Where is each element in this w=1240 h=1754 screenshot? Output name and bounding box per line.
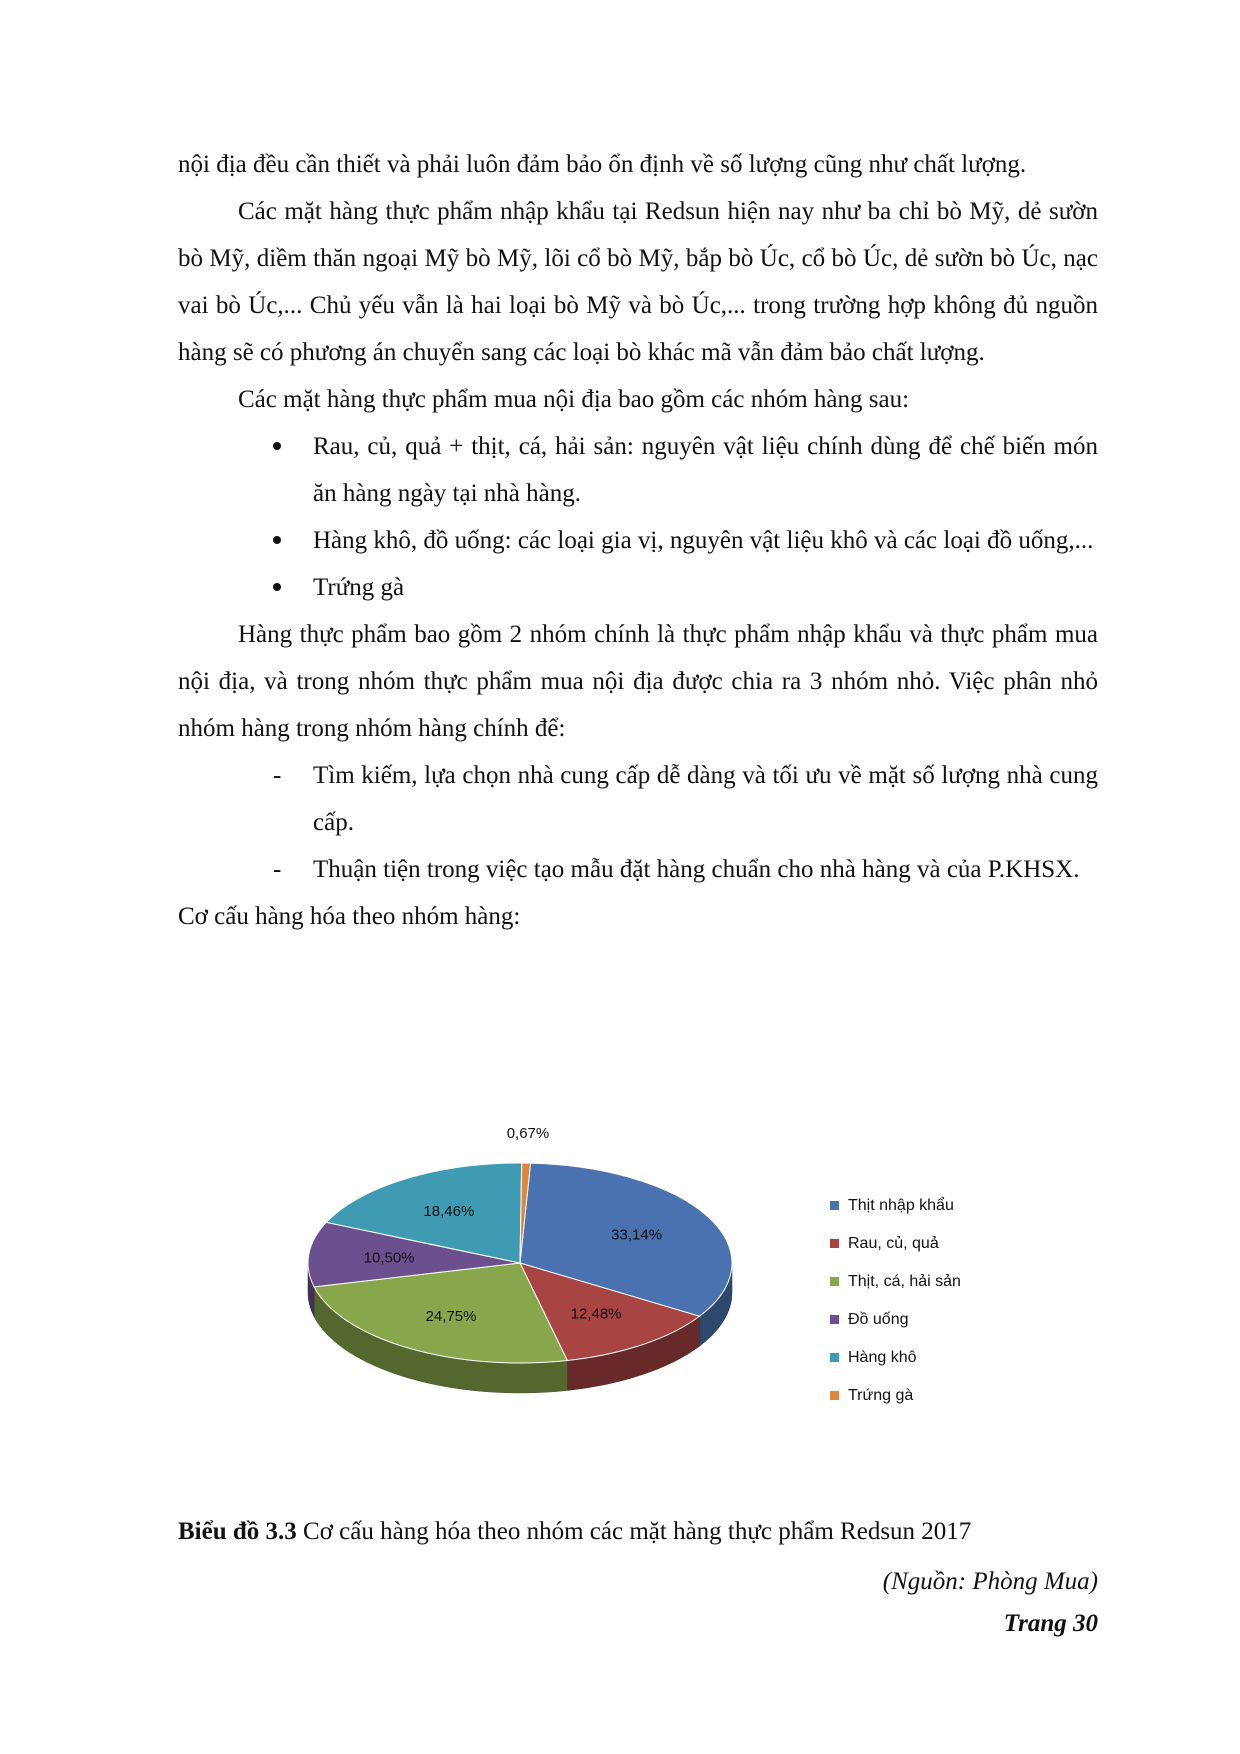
dash-item (178, 752, 1098, 846)
dash-text: Tìm kiếm, lựa chọn nhà cung cấp dễ dàng và tối ưu về mặt số lượng nhà cung cấp. (313, 762, 1098, 836)
legend-swatch (830, 1201, 839, 1210)
bullet-text: Hàng khô, đồ uống: các loại gia vị, nguyên vật liệu khô và các loại đồ uống,... (313, 527, 1094, 554)
legend-swatch (830, 1277, 839, 1286)
paragraph-2: Các mặt hàng thực phẩm nhập khẩu tại Redsun hiện nay như ba chỉ bò Mỹ, dẻ sườn bò Mỹ, diềm thăn ngoại Mỹ bò Mỹ, lõi cổ bò Mỹ, bắp bò Úc, cổ bò Úc, dẻ sườn bò Úc, nạc vai bò Úc,... Chủ yếu vẫn là hai loại bò Mỹ và bò Úc,... trong trường hợp không đủ nguồn hàng sẽ có phương án chuyển sang các loại bò khác mã vẫn đảm bảo chất lượng. (178, 198, 1098, 366)
caption-text: Cơ cấu hàng hóa theo nhóm các mặt hàng thực phẩm Redsun 2017 (296, 1518, 972, 1545)
pie-data-label: 10,50% (363, 1249, 415, 1267)
pie-data-label: 12,48% (570, 1305, 622, 1323)
legend-label: Hàng khô (848, 1349, 917, 1366)
bullet-item (178, 564, 1098, 611)
figure-caption (178, 1518, 971, 1546)
source-note: (Nguồn: Phòng Mua) (882, 1568, 1098, 1595)
paragraph-3: Các mặt hàng thực phẩm mua nội địa bao gồm các nhóm hàng sau: (238, 386, 910, 413)
legend-swatch (830, 1239, 839, 1248)
legend-swatch (830, 1391, 839, 1400)
legend-swatch (830, 1315, 839, 1324)
legend-label: Đồ uống (848, 1311, 909, 1328)
bullet-icon (273, 423, 281, 470)
bullet-text: Rau, củ, quả + thịt, cá, hải sản: nguyên vật liệu chính dùng để chế biến món ăn hàng ngày tại nhà hàng. (313, 433, 1098, 507)
legend-label: Thịt nhập khẩu (848, 1197, 954, 1214)
paragraph-5: Cơ cấu hàng hóa theo nhóm hàng: (178, 903, 521, 930)
page-number: Trang 30 (1003, 1610, 1098, 1637)
legend-label: Trứng gà (848, 1387, 914, 1404)
dash-marker: - (273, 762, 282, 789)
paragraph-4: Hàng thực phẩm bao gồm 2 nhóm chính là thực phẩm nhập khẩu và thực phẩm mua nội địa, và trong nhóm thực phẩm mua nội địa được chia ra 3 nhóm nhỏ. Việc phân nhỏ nhóm hàng trong nhóm hàng chính để: (178, 621, 1098, 742)
dash-text: Thuận tiện trong việc tạo mẫu đặt hàng chuẩn cho nhà hàng và của P.KHSX. (313, 856, 1080, 883)
pie-chart-svg (310, 1125, 1030, 1448)
bullet-icon (273, 517, 281, 564)
caption-label: Biểu đồ 3.3 (178, 1518, 297, 1545)
pie-data-label: 18,46% (423, 1202, 475, 1220)
dash-marker: - (273, 856, 282, 883)
pie-data-label: 0,67% (506, 1125, 550, 1143)
bullet-icon (273, 564, 281, 611)
pie-data-label: 24,75% (425, 1307, 477, 1325)
bullet-item (178, 517, 1098, 564)
bullet-item (178, 423, 1098, 517)
pie-chart (310, 1125, 1030, 1448)
legend-swatch (830, 1353, 839, 1362)
body-text (178, 141, 1098, 940)
paragraph-1: nội địa đều cần thiết và phải luôn đảm bảo ổn định về số lượng cũng như chất lượng. (178, 151, 1027, 178)
pie-data-label: 33,14% (611, 1226, 663, 1244)
legend-label: Rau, củ, quả (848, 1235, 939, 1252)
legend-label: Thịt, cá, hải sản (848, 1273, 961, 1290)
bullet-text: Trứng gà (313, 574, 405, 601)
dash-item (178, 846, 1098, 893)
